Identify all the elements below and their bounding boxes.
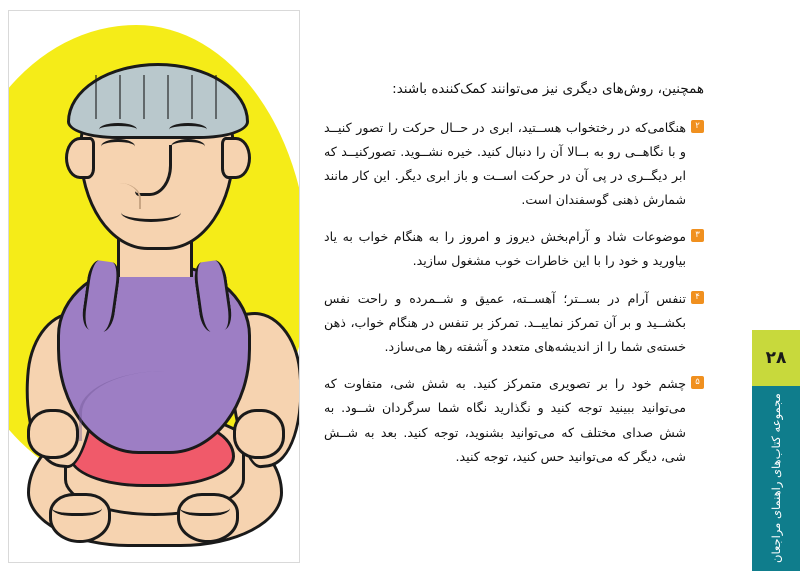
list-item [324,225,704,273]
mouth-smile [121,203,181,222]
list-item [324,287,704,360]
intro-paragraph: همچنین، روش‌های دیگری نیز می‌توانند کمک‌کننده باشند: [392,81,704,97]
list-item [324,116,704,213]
closed-eye-left [101,139,135,154]
hand-left [27,409,79,459]
list-marker: ۲ [691,120,704,133]
hair-strand [191,75,193,119]
page-number: ۲۸ [765,348,787,368]
list-item-text: هنگامی‌که در رختخواب هســتید، ابری در حــال حرکت را تصور کنیــد و با نگاهــی رو به بــالا آن را دنبال کنید. خیره نشــوید. تصورکنیــد که ابر دیگــری در پی آن در حرکت اســت و باز ابری دیگر. این کار مانند شمارش ذهنی گوسفندان است. [324,119,686,208]
illustration-frame [8,10,300,563]
hair-strand [167,75,169,119]
closed-eye-right [171,139,205,154]
ear-left [65,137,95,179]
toes-right [180,497,230,516]
series-tab-label: مجموعه کتاب‌های راهنمای مراجعان [769,393,783,564]
hair-strand [215,75,217,119]
ear-right [221,137,251,179]
list-marker: ۴ [691,291,704,304]
list-marker: ۵ [691,376,704,389]
hair-strand [119,75,121,119]
body-text-column [324,78,704,482]
eyebrow-right [169,123,207,136]
hand-right [233,409,285,459]
illustration-panel [0,0,306,571]
list-item-text: موضوعات شاد و آرام‌بخش دیروز و امروز را به هنگام خواب به یاد بیاورید و خود را با این خاطرات خوب مشغول سازید. [324,229,686,269]
toes-left [52,497,102,516]
list-item-text: تنفس آرام در بســتر؛ آهســته، عمیق و شــمرده و راحت نفس بکشــید و بر آن تمرکز نماییــد. تمرکز بر تنفس در هنگام خواب، ذهن خسته‌ی شما را از اندیشه‌های متعدد و آشفته رها می‌سازد. [324,290,686,354]
list-item-text: چشم خود را بر تصویری متمرکز کنید. به شش شی، متفاوت که می‌توانید ببینید توجه کنید و نگذارید نگاه شما سرگردان شــود. به شش صدای مختلف که می‌توانید بشنوید، توجه کنید. بعد به شــش شی، دیگر که می‌توانید حس کنید، توجه کنید. [324,376,686,464]
list-marker: ۳ [691,229,704,242]
hair-strand [143,75,145,119]
eyebrow-left [99,123,137,136]
hair-strand [95,75,97,119]
list-item [324,372,704,469]
